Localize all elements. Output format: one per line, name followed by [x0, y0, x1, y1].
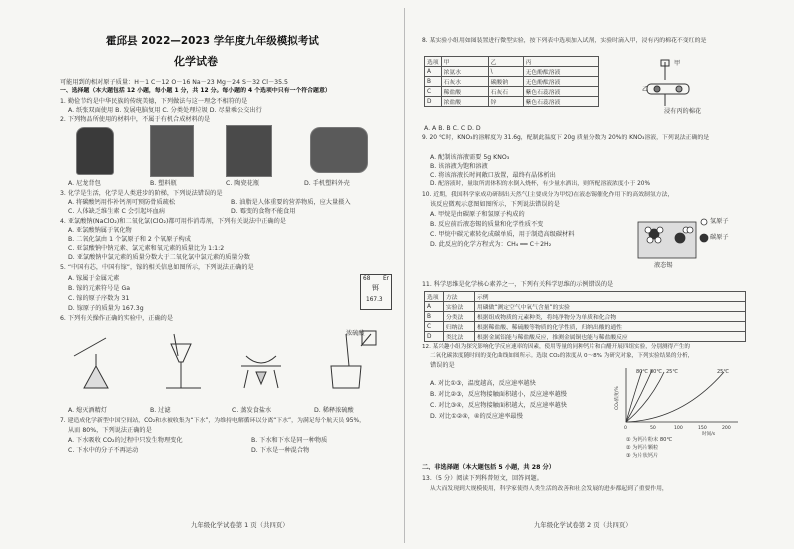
table-cell: 紫色石蕊溶液	[523, 97, 598, 107]
chart-x-label: 时间/s	[702, 432, 716, 436]
chart-x-tick: 0	[624, 426, 627, 431]
table-cell: 稀盐酸	[441, 87, 488, 97]
question-12-end: 错误的是	[430, 362, 455, 369]
q7-option-c: C. 下水中的分子不再运动	[68, 447, 139, 454]
q10-legend-hydrogen: 氢原子	[710, 218, 729, 225]
question-4: 4. 亚氯酸钠(NaClO₂)和二氧化氯(ClO₂)都可用作消毒剂，下列有关说法中正确的是	[60, 218, 286, 225]
q2-option-c: C. 陶瓷花瓶	[226, 180, 260, 187]
q3-option-c: C. 人体缺乏维生素 C 会引起坏血病	[68, 208, 165, 215]
table-cell: 归纳法	[444, 322, 475, 332]
atomic-mass-line: 可能用到的相对原子质量：H－1 C－12 O－16 Na－23 Mg－24 S－32 Cl－35.5	[60, 79, 288, 86]
table-cell: 实验法	[444, 302, 475, 312]
plastic-bottle-image	[150, 125, 194, 177]
question-10: 10. 近期，我国科学家成功研制出天然气(主要成分为甲烷)在液态锡催化作用下的高效制氢方法，	[422, 192, 674, 198]
q7-option-a: A. 下水吸收 CO₂的过程中只发生物理变化	[68, 437, 183, 444]
q12-option-b: B. 对比②③，反应物接触面积越小，反应速率越慢	[430, 391, 567, 398]
table-cell: 石灰石	[488, 87, 523, 97]
chart-temp-label: 80℃	[650, 369, 662, 375]
table-cell: 根据组成物质的元素种类，将纯净物分为单质和化合物	[475, 312, 746, 322]
q10-option-a: A. 甲烷是由碳原子和氢原子构成的	[430, 211, 525, 218]
table-header-row	[425, 57, 599, 67]
left-page-footer: 九年级化学试卷第 1 页（共四页）	[191, 521, 289, 529]
table-cell: 类比法	[444, 332, 475, 342]
table-row	[425, 322, 746, 332]
table-row	[425, 77, 599, 87]
exam-title: 霍邱县 2022—2023 学年度九年级模拟考试	[106, 35, 319, 47]
q8-fig-label-c: 浸有丙的棉花	[664, 108, 702, 115]
section-two-heading: 二、非选择题（本大题包括 5 小题，共 28 分）	[422, 464, 555, 471]
q6-apparatus-figures	[66, 326, 396, 406]
q5-option-b: B. 镓的元素符号是 Ga	[68, 285, 131, 292]
table-header-cell: 丙	[523, 57, 598, 67]
q2-option-d: D. 手机塑料外壳	[304, 180, 350, 187]
q4-option-d: D. 亚氯酸钠中氯元素的质量分数大于二氧化氯中氯元素的质量分数	[68, 254, 250, 261]
page-divider	[404, 8, 405, 543]
q3-option-d: D. 霉变的食物不能食用	[231, 208, 296, 215]
table-cell: C	[425, 322, 444, 332]
table-cell: B	[425, 312, 444, 322]
chart-x-tick: 150	[698, 426, 707, 431]
table-header-cell: 乙	[488, 57, 523, 67]
q10-option-d: D. 此反应的化学方程式为：CH₄ ══ C＋2H₂	[430, 241, 552, 248]
question-13-text: 从大而发现到大规模使用，科学家使得人类生活的改善和社会发展的进步都起到了重要作用，	[430, 486, 668, 492]
table-cell: B	[425, 77, 442, 87]
q6-figure-label: 浓硫酸	[346, 330, 365, 337]
q12-co2-chart	[612, 364, 742, 436]
question-10-cont: 该反应微观示意图如图所示，下列说法错误的是	[430, 201, 560, 208]
table-cell: 浓盐酸	[441, 97, 488, 107]
question-12: 12. 某兴趣小组为探究影响化学反应速率的因素，使用等量的同种钙片和白醋开展四组实验，分别测得产生的	[422, 344, 690, 350]
table-cell: 锌	[488, 97, 523, 107]
q4-option-b: B. 二氧化氯由 1 个氯原子和 2 个氧原子构成	[68, 236, 191, 243]
table-header-cell: 示例	[475, 292, 746, 302]
q2-option-b: B. 塑料瓶	[150, 180, 177, 187]
table-row	[425, 302, 746, 312]
table-cell: 无色酚酞溶液	[523, 77, 598, 87]
q9-option-b: B. 该溶液为饱和溶液	[430, 163, 488, 170]
q8-fig-label-a: 甲	[674, 60, 681, 67]
q12-option-d: D. 对比①②④，④的反应速率最慢	[430, 413, 523, 420]
element-card	[360, 274, 392, 310]
question-7-cont: 从而 80%，下列说法正确的是	[68, 427, 152, 434]
element-mass: 167.3	[366, 297, 383, 303]
q10-liquid-tin-label: 液态锡	[654, 262, 673, 269]
element-name: 铒	[372, 284, 379, 292]
question-12-cont: 二氧化碳浓度随时间的变化曲线如图所示。选取 CO₂的浓度从 0～8% 为研究对象，下列实验结果的分析，	[430, 353, 694, 359]
ceramic-vase-image	[226, 125, 272, 177]
chart-x-tick: 50	[650, 426, 656, 431]
chart-x-tick: 100	[674, 426, 683, 431]
right-page-footer: 九年级化学试卷第 2 页（共四页）	[534, 521, 632, 529]
table-cell: 紫色石蕊溶液	[523, 87, 598, 97]
q9-option-d: D. 配溶液时，量取所需体积的水倒入烧杯，有少量水洒出，则所配溶液浓度小于 20%	[430, 181, 650, 187]
q12-legend-1: ① 为钙片粉末 80℃	[626, 437, 673, 443]
q5-option-d: D. 镓原子的质量为 167.3g	[68, 305, 144, 312]
q12-legend-3: ③ 为片状钙片	[626, 453, 659, 459]
question-13: 13.（5 分）阅读下列科普短文，回答问题。	[422, 475, 543, 482]
table-row	[425, 67, 599, 77]
element-symbol: Er	[382, 276, 389, 282]
q10-legend-carbon: 碳原子	[710, 234, 729, 241]
chart-y-label: CO₂浓度/%	[615, 386, 620, 410]
q6-option-c: C. 蒸发食盐水	[232, 407, 272, 414]
q3-option-a: A. 将碳酸钙用作补钙剂可预防骨质疏松	[68, 199, 176, 206]
table-cell: C	[425, 87, 442, 97]
q6-option-b: B. 过滤	[150, 407, 171, 414]
chart-temp-label: 25℃	[666, 369, 678, 375]
table-cell: \	[488, 67, 523, 77]
table-cell: 无色酚酞溶液	[523, 67, 598, 77]
q4-option-c: C. 亚氯酸钠中钠元素、氯元素和氧元素的质量比为 1:1:2	[68, 245, 225, 252]
table-cell: 用磷做“测定空气中氧气含量”的实验	[475, 302, 746, 312]
q9-option-a: A. 配制该溶液需要 5g KNO₃	[430, 154, 510, 161]
table-cell: 根据稀盐酸、稀硫酸等物质的化学性质，归纳出酸的通性	[475, 322, 746, 332]
q6-option-a: A. 熄灭酒精灯	[68, 407, 107, 414]
table-header-row	[425, 292, 746, 302]
question-11: 11. 科学思维是化学核心素养之一，下列有关科学思维的示例错误的是	[422, 281, 614, 288]
table-row	[425, 332, 746, 342]
table-cell: D	[425, 332, 444, 342]
chart-temp-label: 25℃	[717, 369, 729, 375]
table-row	[425, 87, 599, 97]
q12-option-c: C. 对比③④，反应物接触面积越大，反应速率越快	[430, 402, 567, 409]
table-cell: 分类法	[444, 312, 475, 322]
table-cell: 根据金属铝能与稀盐酸反应，推测金属铜也能与稀盐酸反应	[475, 332, 746, 342]
table-header-cell: 方法	[444, 292, 475, 302]
section-one-heading: 一、选择题（本大题包括 12 小题，每小题 1 分，共 12 分。每小题的 4 个选项中只有一个符合题意）	[60, 88, 331, 94]
table-header-cell: 选项	[425, 292, 444, 302]
q5-option-c: C. 镓的原子序数为 31	[68, 295, 130, 302]
q12-legend-2: ② 为钙片颗粒	[626, 445, 659, 451]
question-5: 5. “中国有芯，中国有镓”，镓的相关信息如图所示，下列说法正确的是	[60, 264, 254, 271]
table-cell: 碳酸钠	[488, 77, 523, 87]
q7-option-d: D. 下水是一种混合物	[251, 447, 310, 454]
q2-option-a: A. 尼龙背包	[68, 180, 101, 187]
table-header-cell: 甲	[441, 57, 488, 67]
question-1-options: A. 纸张双面使用 B. 发展电脑复用 C. 分类处理垃圾 D. 尽量乘公交出行	[68, 107, 262, 114]
table-header-cell: 选项	[425, 57, 442, 67]
q10-option-b: B. 反应前后液态锡的质量和化学性质不变	[430, 221, 544, 228]
q8-options: A. A B. B C. C D. D	[424, 125, 481, 132]
exam-subtitle: 化学试卷	[174, 55, 218, 68]
table-cell: 石灰水	[441, 77, 488, 87]
table-cell: A	[425, 302, 444, 312]
question-1: 1. 勤俭节约是中华民族的传统美德，下列做法与这一理念不相符的是	[60, 98, 248, 105]
question-8: 8. 某实验小组用如图装置进行微型实验，按下列表中选项加入试剂，实验时滴入甲，浸有丙的棉花不变红的是	[422, 38, 707, 44]
q10-option-c: C. 甲烷中碳元素转化成碳单质，用于制造高级碳材料	[430, 231, 575, 238]
chart-x-tick: 200	[722, 426, 731, 431]
table-cell: 浓氨水	[441, 67, 488, 77]
q9-option-c: C. 将该溶液长时间敞口放置，最终有晶体析出	[430, 172, 556, 179]
q8-table	[424, 56, 599, 107]
q7-option-b: B. 下水和下水是同一种物质	[251, 437, 328, 444]
question-2: 2. 下列物品所使用的材料中，不属于有机合成材料的是	[60, 116, 211, 123]
right-page	[414, 0, 754, 549]
left-page	[46, 0, 401, 549]
table-row	[425, 312, 746, 322]
table-cell: A	[425, 67, 442, 77]
q6-option-d: D. 稀释浓硫酸	[314, 407, 354, 414]
backpack-image	[76, 127, 114, 175]
q11-table	[424, 291, 746, 342]
q4-option-a: A. 亚氯酸钠属于氧化物	[68, 227, 132, 234]
question-3: 3. 化学是生活，化学是人类进步的阶梯，下列说法错误的是	[60, 190, 223, 197]
q12-option-a: A. 对比①③，温度越高，反应速率越快	[430, 380, 536, 387]
q8-fig-label-b: 乙	[642, 86, 649, 93]
question-7: 7. 建造成化学新型中国空间站，CO₂和水被收集为“下水”，为维持电解循环以分离“下水”，为满足每个航天员 95%，	[60, 418, 365, 424]
table-row	[425, 97, 599, 107]
q3-option-b: B. 油脂是人体重要的营养物质，应大量摄入	[231, 199, 351, 206]
phone-case-image	[310, 127, 368, 173]
q5-option-a: A. 镓属于金属元素	[68, 275, 120, 282]
question-9: 9. 20 ℃时，KNO₃的溶解度为 31.6g，配制此温度下 20g 质量分数为 20%的 KNO₃溶液，下列说法正确的是	[422, 135, 710, 141]
table-cell: D	[425, 97, 442, 107]
element-number: 68	[363, 276, 371, 282]
question-6: 6. 下列有关操作正确的实验中，正确的是	[60, 315, 174, 322]
chart-temp-label: 80℃	[636, 369, 648, 375]
